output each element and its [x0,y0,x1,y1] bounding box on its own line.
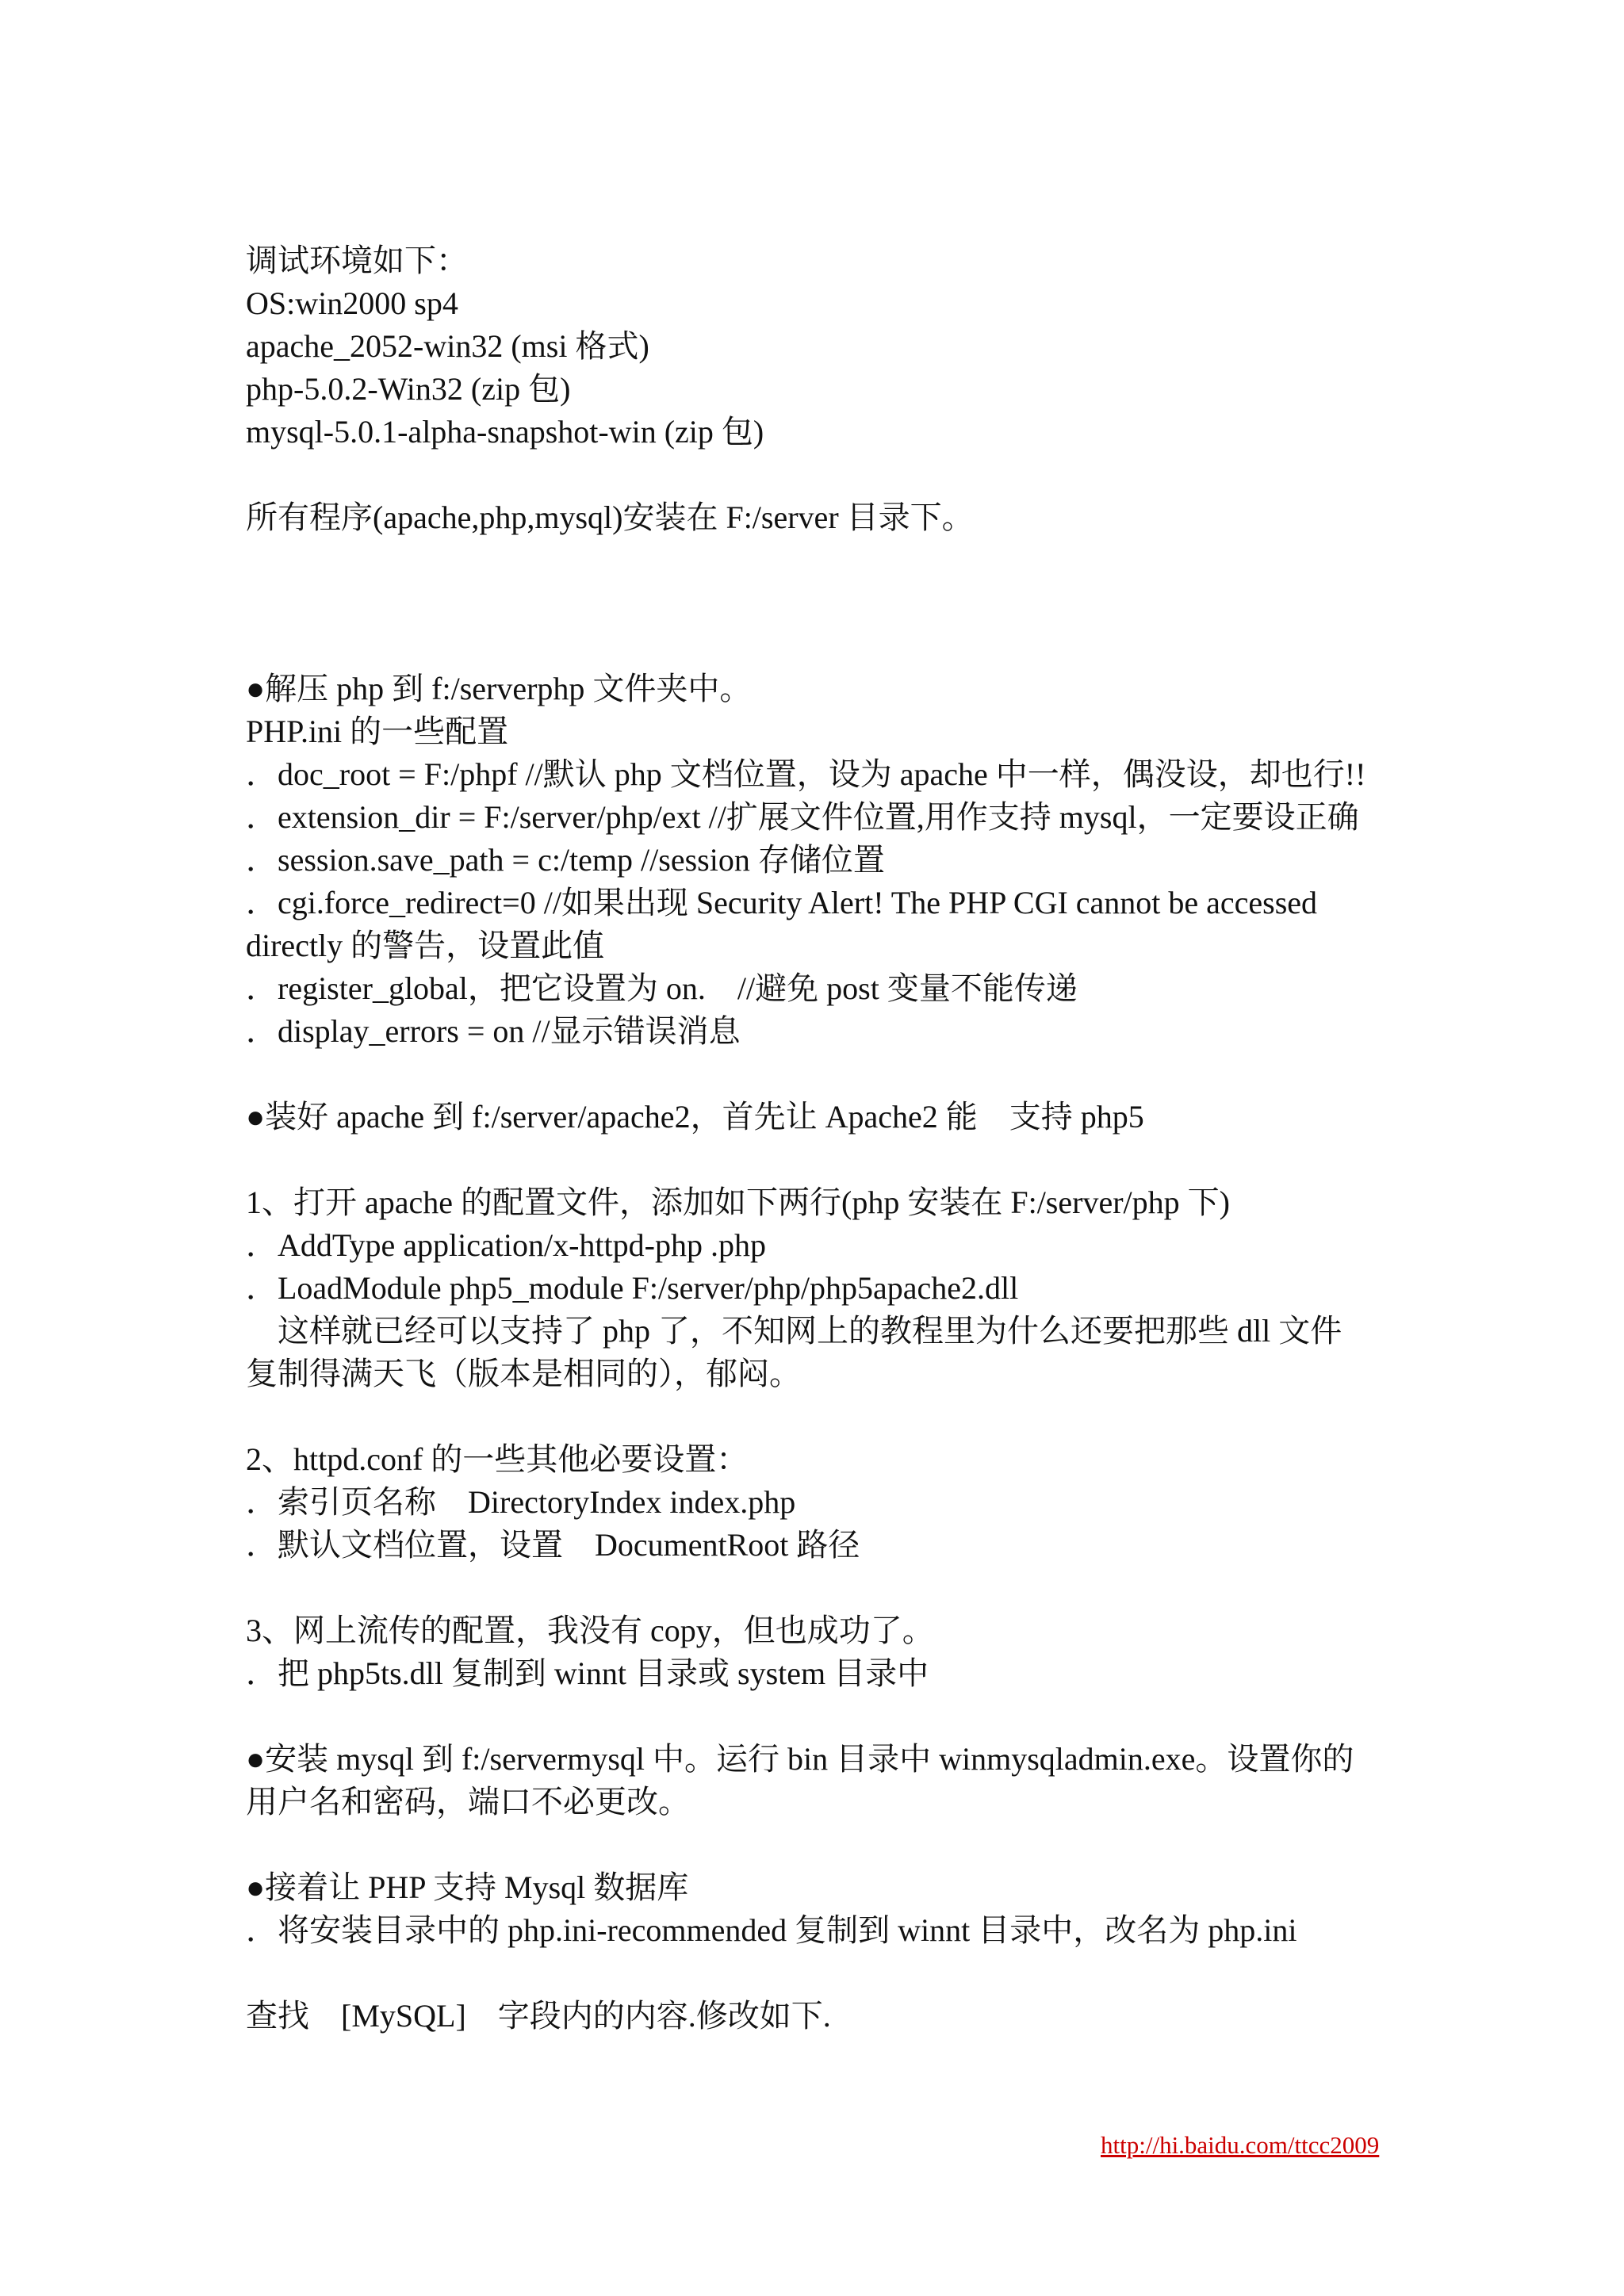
httpd-document-root: ．默认文档位置，设置 DocumentRoot 路径 [246,1527,860,1563]
env-os: OS:win2000 sp4 [246,285,458,321]
spacer [246,1053,1388,1096]
apache-addtype: ．AddType application/x-httpd-php .php [246,1227,766,1263]
apache-config-step-1: 1、打开 apache 的配置文件，添加如下两行(php 安装在 F:/server/php 下) [246,1184,1230,1220]
php-ini-session-path: ．session.save_path = c:/temp //session 存储位置 [246,842,885,878]
php-ini-doc-root: ．doc_root = F:/phpf //默认 php 文档位置，设为 apache 中一样，偶没设，却也行!! [246,756,1366,792]
php-ini-cgi-redirect: ．cgi.force_redirect=0 //如果出现 Security Alert! The PHP CGI cannot be accessed [246,885,1318,920]
spacer [246,1395,1388,1438]
httpd-directory-index: ．索引页名称 DirectoryIndex index.php [246,1484,796,1520]
apache-note: 这样就已经可以支持了 php 了，不知网上的教程里为什么还要把那些 dll 文件 [246,1313,1342,1349]
apache-install-step: ●装好 apache 到 f:/server/apache2，首先让 Apache2 能 支持 php5 [246,1099,1144,1135]
php-ini-register-global: ．register_global，把它设置为 on. //避免 post 变量不能传递 [246,970,1078,1006]
spacer [246,539,1388,668]
spacer [246,1138,1388,1181]
httpd-conf-step-2: 2、httpd.conf 的一些其他必要设置： [246,1441,749,1477]
php-ini-cgi-redirect-cont: directly 的警告，设置此值 [246,928,605,963]
footer-url-link[interactable]: http://hi.baidu.com/ttcc2009 [1101,2131,1380,2159]
spacer [246,1567,1388,1609]
env-php: php-5.0.2-Win32 (zip 包) [246,371,571,407]
spacer [246,453,1388,496]
document-body [246,239,1388,2038]
mysql-section-edit: 查找 [MySQL] 字段内的内容.修改如下. [246,1998,831,2034]
apache-note-cont: 复制得满天飞（版本是相同的），郁闷。 [246,1356,801,1391]
spacer [246,1823,1388,1866]
mysql-install-step-cont: 用户名和密码，端口不必更改。 [246,1784,690,1820]
copy-php5ts-dll: ．把 php5ts.dll 复制到 winnt 目录或 system 目录中 [246,1655,929,1691]
copy-php-ini: ．将安装目录中的 php.ini-recommended 复制到 winnt 目录中，改名为 php.ini [246,1912,1297,1948]
php-ini-display-errors: ．display_errors = on //显示错误消息 [246,1013,741,1049]
php-ini-heading: PHP.ini 的一些配置 [246,714,509,749]
mysql-install-step: ●安装 mysql 到 f:/servermysql 中。运行 bin 目录中 winmysqladmin.exe。设置你的 [246,1741,1354,1777]
env-apache: apache_2052-win32 (msi 格式) [246,328,649,364]
php-unzip-step: ●解压 php 到 f:/serverphp 文件夹中。 [246,671,752,706]
php-mysql-support-step: ●接着让 PHP 支持 Mysql 数据库 [246,1869,689,1905]
env-mysql: mysql-5.0.1-alpha-snapshot-win (zip 包) [246,414,764,450]
apache-loadmodule: ．LoadModule php5_module F:/server/php/php5apache2.dll [246,1270,1019,1306]
spacer [246,1952,1388,1995]
install-location: 所有程序(apache,php,mysql)安装在 F:/server 目录下。 [246,499,974,535]
spacer [246,1695,1388,1738]
env-heading: 调试环境如下： [246,243,468,278]
php-ini-extension-dir: ．extension_dir = F:/server/php/ext //扩展文件位置,用作支持 mysql，一定要设正确 [246,799,1359,835]
online-config-step-3: 3、网上流传的配置，我没有 copy，但也成功了。 [246,1613,934,1648]
